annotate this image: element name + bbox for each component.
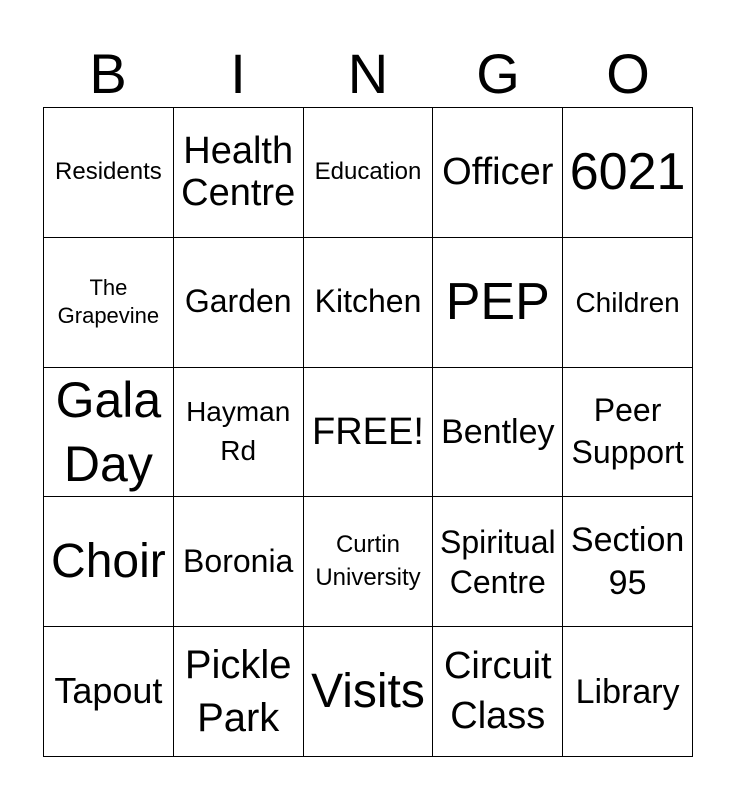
bingo-cell[interactable] — [174, 497, 304, 627]
bingo-cell[interactable] — [433, 238, 563, 368]
bingo-cell[interactable] — [44, 627, 174, 757]
bingo-cell[interactable] — [44, 497, 174, 627]
bingo-cell[interactable] — [304, 368, 434, 498]
bingo-cell[interactable] — [174, 368, 304, 498]
bingo-cell[interactable] — [44, 238, 174, 368]
cell-label: Tapout — [54, 670, 163, 712]
bingo-cell[interactable] — [304, 497, 434, 627]
header-letter-i: I — [230, 42, 246, 105]
cell-label: The Grapevine — [57, 274, 160, 329]
cell-label: Health Centre — [181, 129, 296, 215]
bingo-cell[interactable] — [433, 627, 563, 757]
cell-label: Visits — [311, 664, 425, 718]
cell-label: Bentley — [441, 412, 555, 451]
cell-label: 6021 — [569, 143, 686, 202]
bingo-cell[interactable] — [304, 238, 434, 368]
header-letter-b: B — [89, 42, 127, 105]
cell-label: Kitchen — [314, 283, 422, 320]
bingo-cell[interactable] — [563, 108, 693, 238]
header-letter-n: N — [347, 42, 389, 105]
bingo-cell[interactable] — [44, 368, 174, 498]
bingo-cell[interactable] — [44, 108, 174, 238]
bingo-cell[interactable] — [304, 108, 434, 238]
cell-label: Circuit Class — [443, 645, 552, 737]
cell-label: FREE! — [312, 410, 424, 453]
bingo-cell[interactable] — [433, 497, 563, 627]
cell-label: Library — [575, 672, 680, 711]
cell-label: Peer Support — [571, 392, 684, 470]
cell-label: Section 95 — [570, 521, 685, 602]
bingo-board — [43, 107, 693, 757]
bingo-cell[interactable] — [563, 368, 693, 498]
cell-label: Garden — [184, 283, 292, 320]
header-letter-o: O — [606, 42, 650, 105]
header-letter-g: G — [476, 42, 520, 105]
cell-label: PEP — [445, 273, 550, 332]
bingo-cell[interactable] — [174, 108, 304, 238]
cell-label: Officer — [442, 151, 554, 194]
bingo-cell[interactable] — [174, 627, 304, 757]
cell-label: Choir — [51, 534, 166, 588]
cell-label: Residents — [55, 157, 162, 185]
cell-label: Children — [575, 286, 680, 318]
bingo-cell[interactable] — [174, 238, 304, 368]
bingo-cell[interactable] — [563, 627, 693, 757]
bingo-cell[interactable] — [433, 108, 563, 238]
cell-label: Gala Day — [55, 371, 162, 492]
bingo-cell[interactable] — [563, 238, 693, 368]
cell-label: Pickle Park — [184, 642, 292, 740]
bingo-header — [43, 40, 693, 108]
cell-label: Education — [314, 157, 422, 185]
bingo-cell[interactable] — [433, 368, 563, 498]
bingo-cell[interactable] — [304, 627, 434, 757]
bingo-cell[interactable] — [563, 497, 693, 627]
cell-label: Boronia — [183, 542, 294, 579]
cell-label: Curtin University — [315, 531, 421, 591]
cell-label: Spiritual Centre — [439, 523, 556, 600]
cell-label: Hayman Rd — [186, 396, 291, 466]
